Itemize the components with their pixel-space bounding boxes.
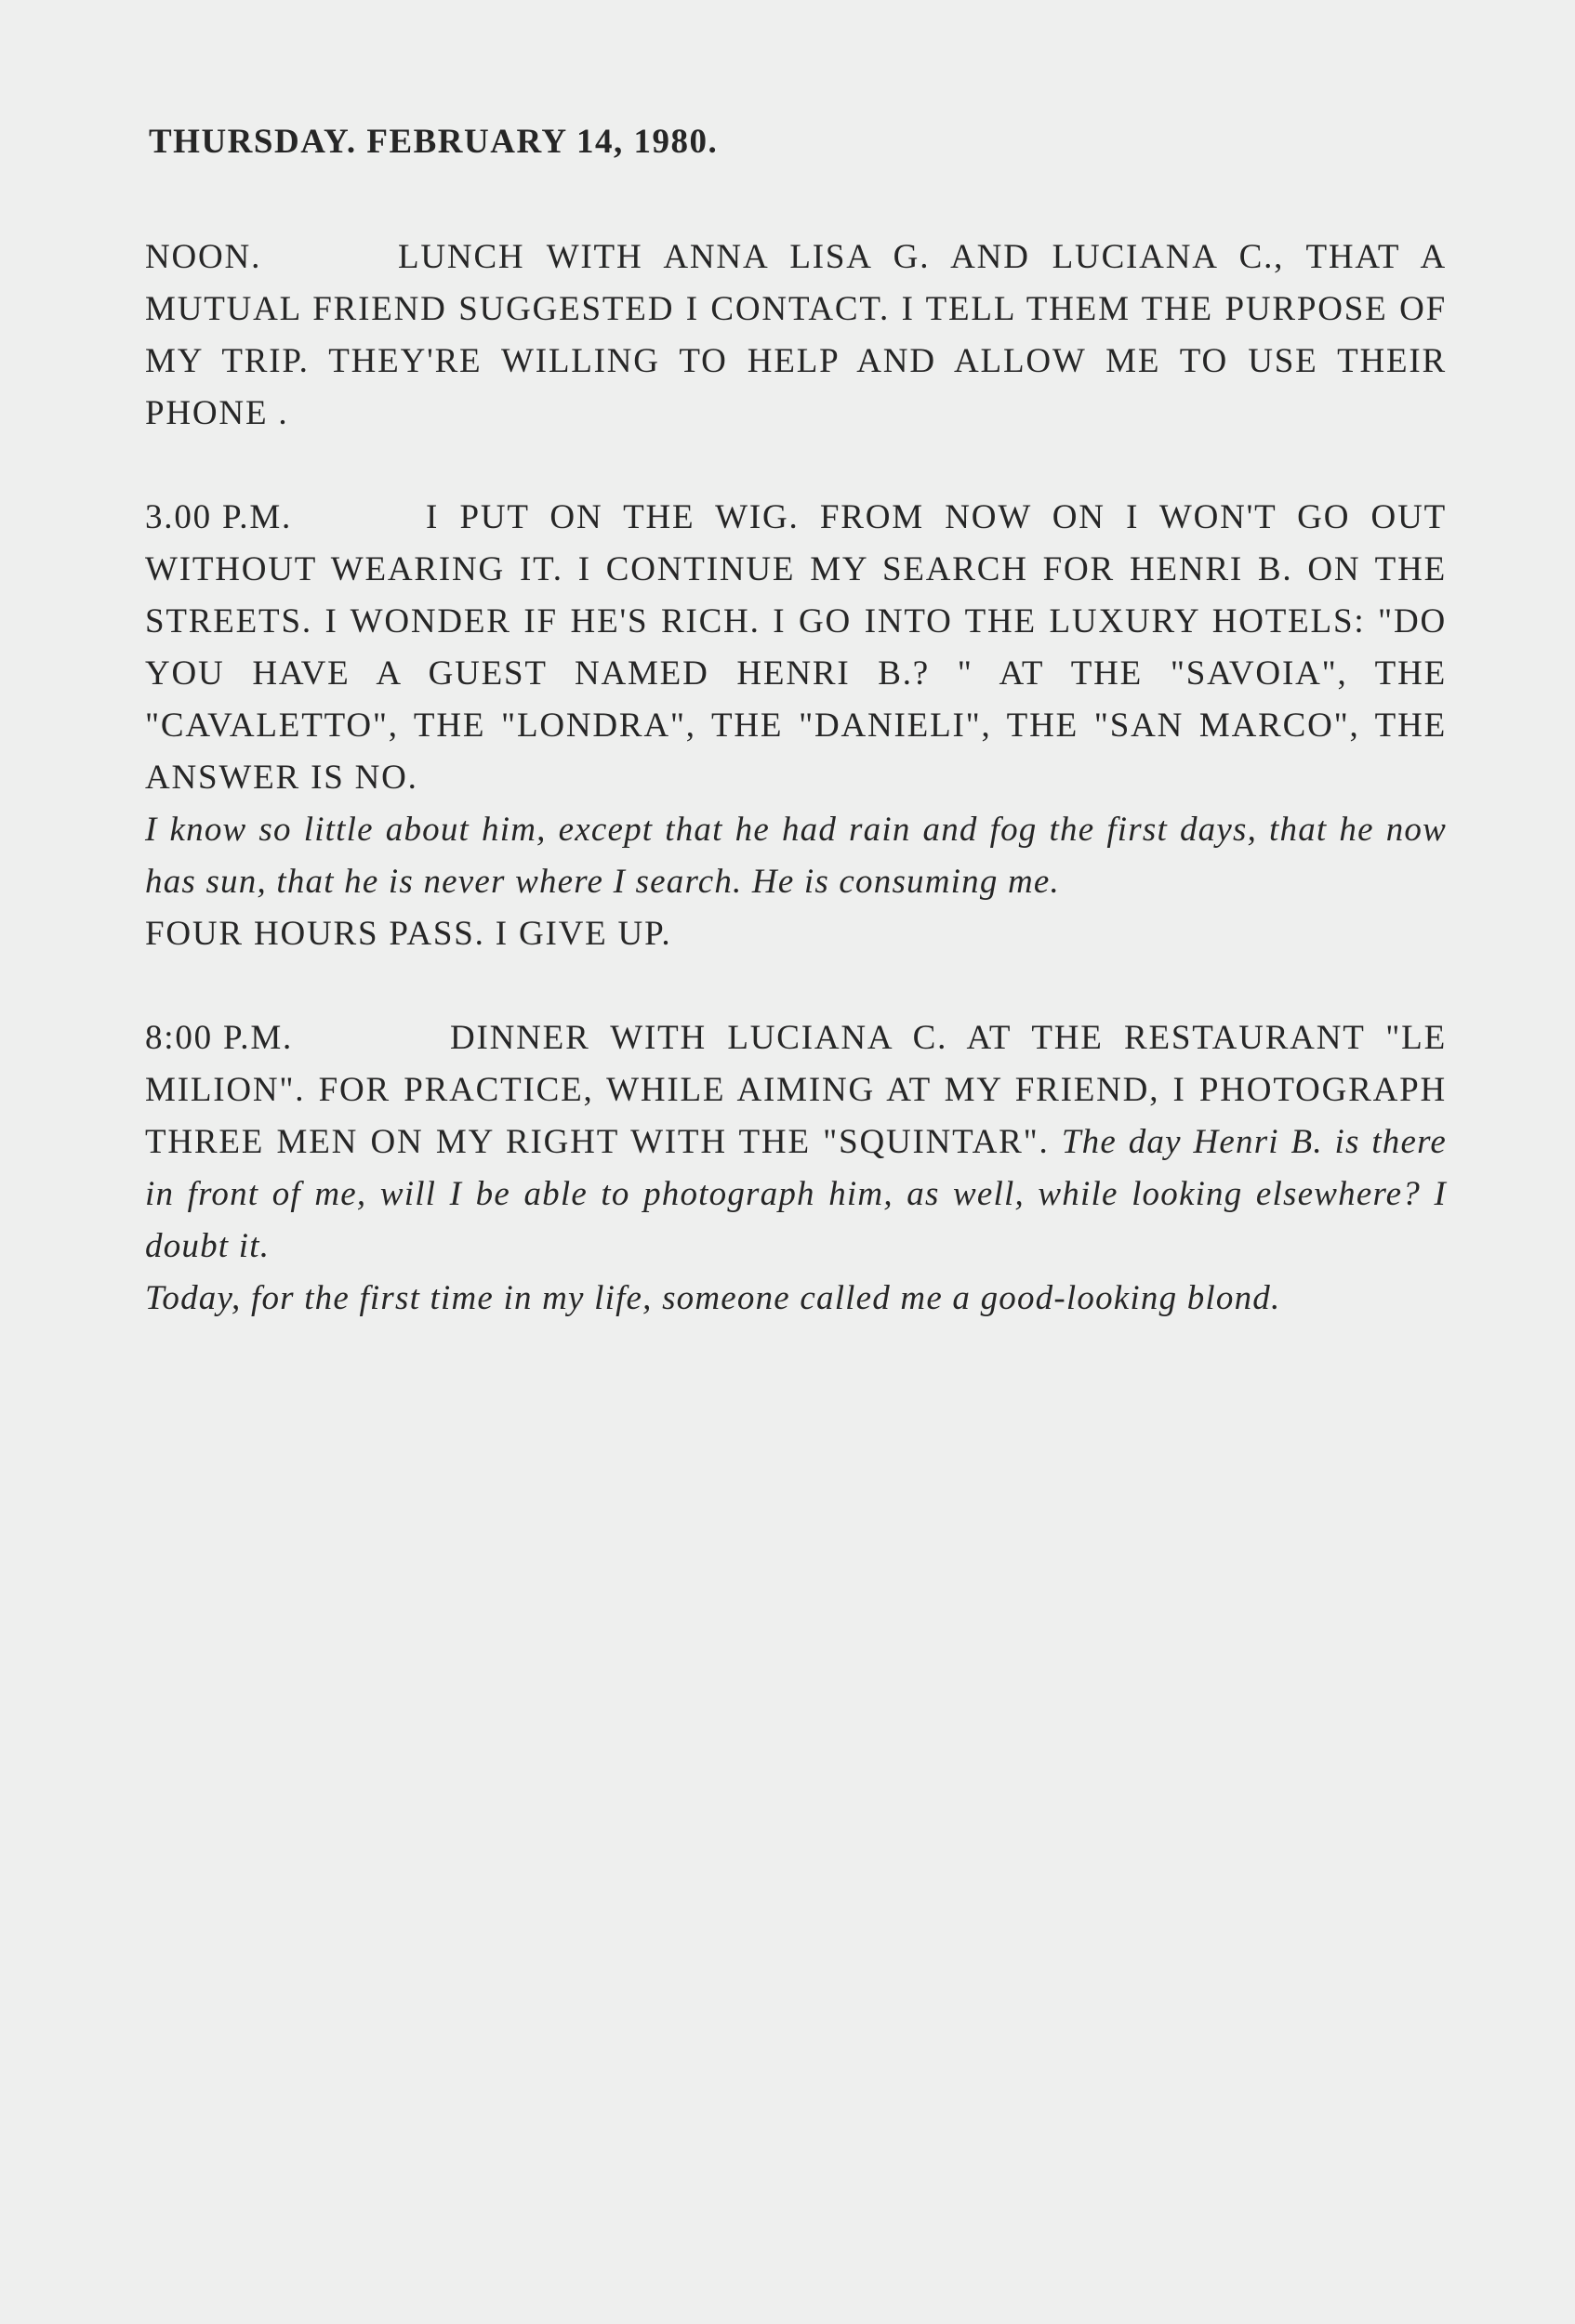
entry-text: LUNCH WITH ANNA LISA G. AND LUCIANA C., THAT A MUTUAL FRIEND SUGGESTED I CONTACT. I TELL THEM THE PURPOSE OF MY TRIP. THEY'RE WILLING TO HELP AND ALLOW ME TO USE THEIR PHONE .: [145, 238, 1447, 432]
entry-text: DINNER WITH LUCIANA C. AT THE RESTAURANT "LE MILION". FOR PRACTICE, WHILE AIMING AT MY FRIEND, I PHOTOGRAPH THREE MEN ON MY RIGHT WITH THE "SQUINTAR".: [145, 1019, 1447, 1161]
entry-paragraph: [145, 1012, 1447, 1273]
entry-paragraph: [145, 231, 1447, 440]
entry-time: 8:00 P.M.: [145, 1019, 294, 1057]
entry-paragraph: [145, 492, 1447, 804]
entry-time: NOON.: [145, 238, 262, 276]
diary-entry-noon: [145, 231, 1447, 440]
diary-entry-8pm: [145, 1012, 1447, 1325]
diary-entry-3pm: [145, 492, 1447, 960]
entry-italic-text-2: Today, for the first time in my life, someone called me a good-looking blond.: [145, 1279, 1281, 1317]
entry-italic-text: The day Henri B. is there in front of me, will I be able to photograph him, as well, while looking elsewhere? I doubt it.: [145, 1123, 1447, 1265]
entry-time: 3.00 P.M.: [145, 498, 293, 536]
entry-italic-text: I know so little about him, except that he had rain and fog the first days, that he now has sun, that he is never where I search. He is consuming me.: [145, 811, 1447, 901]
diary-content: [145, 116, 1447, 1377]
entry-text: I PUT ON THE WIG. FROM NOW ON I WON'T GO OUT WITHOUT WEARING IT. I CONTINUE MY SEARCH FOR HENRI B. ON THE STREETS. I WONDER IF HE'S RICH. I GO INTO THE LUXURY HOTELS: "DO YOU HAVE A GUEST NAMED HENRI B.? " AT THE "SAVOIA", THE "CAVALETTO", THE "LONDRA", THE "DANIELI", THE "SAN MARCO", THE ANSWER IS NO.: [145, 498, 1447, 797]
entry-closing-text: FOUR HOURS PASS. I GIVE UP.: [145, 915, 672, 953]
date-heading: THURSDAY. FEBRUARY 14, 1980.: [149, 123, 719, 161]
